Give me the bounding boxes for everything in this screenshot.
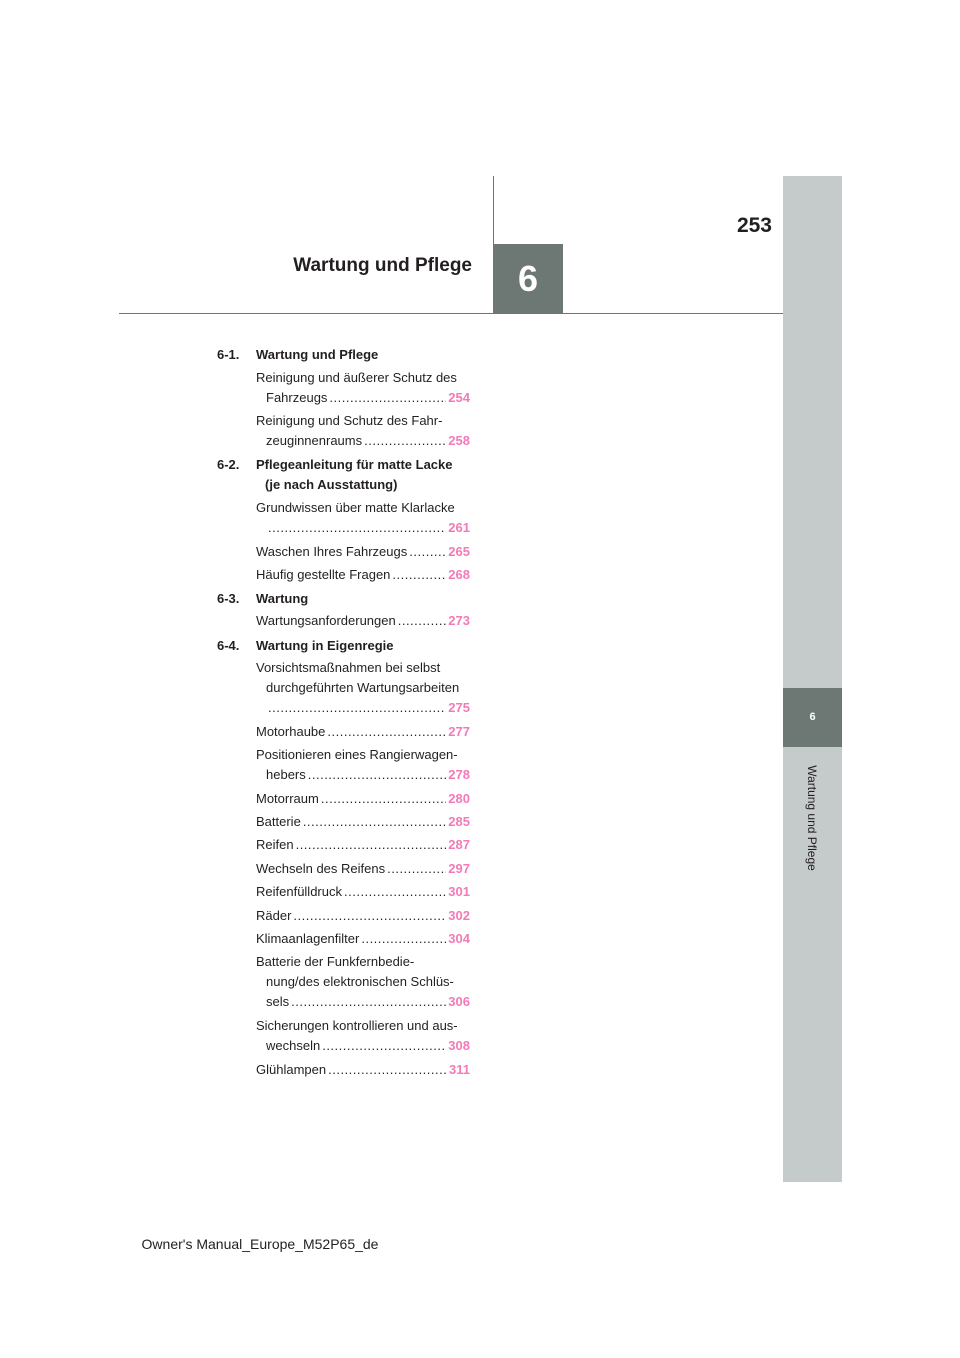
dot-leader [392, 565, 446, 585]
footer-text: Owner's Manual_Europe_M52P65_de [141, 1236, 379, 1252]
toc-entry-text: Reifenfülldruck [256, 884, 342, 899]
toc-entry-text: Glühlampen [256, 1062, 327, 1077]
side-tab-label: Wartung und Pflege [805, 765, 819, 871]
toc-entry[interactable] [256, 835, 470, 855]
toc-entry-text: Reinigung und äußerer Schutz des [256, 370, 457, 385]
section-title: Pflegeanleitung für matte Lacke [256, 457, 453, 472]
toc-entry-text: Batterie der Funkfernbedie- [256, 954, 415, 969]
side-tab-number: 6 [809, 711, 816, 723]
page-link[interactable]: 254 [448, 390, 470, 405]
page-link[interactable]: 268 [448, 567, 470, 582]
toc-entry-text: Reinigung und Schutz des Fahr- [256, 413, 443, 428]
page-link[interactable]: 280 [448, 791, 470, 806]
page-link[interactable]: 311 [449, 1062, 470, 1077]
toc-entry[interactable] [256, 611, 470, 631]
page-link[interactable]: 304 [448, 931, 470, 946]
section-title: Wartung [256, 591, 309, 606]
toc-section [217, 457, 477, 492]
section-title: Wartung und Pflege [256, 347, 379, 362]
dot-leader [291, 992, 446, 1012]
toc-entry-text: sels [266, 994, 290, 1009]
dot-leader [387, 859, 446, 879]
dot-leader [308, 765, 447, 785]
toc-entry-text: nung/des elektronischen Schlüs- [266, 974, 454, 989]
toc-entry-text: Batterie [256, 814, 301, 829]
section-number: 6-3. [217, 591, 240, 606]
toc-entry[interactable] [256, 498, 470, 538]
toc-entry[interactable] [256, 565, 470, 585]
dot-leader [398, 611, 447, 631]
toc-entry-text: Reifen [256, 837, 294, 852]
dot-leader [268, 518, 446, 538]
toc-entry-text: hebers [266, 767, 306, 782]
dot-leader [409, 542, 446, 562]
toc-entry-text: Fahrzeugs [266, 390, 328, 405]
dot-leader [361, 929, 446, 949]
page-link[interactable]: 258 [448, 433, 470, 448]
toc-section [217, 591, 477, 606]
toc-entry[interactable] [256, 882, 470, 902]
toc-entry-text: Wartungsanforderungen [256, 613, 396, 628]
toc-entry[interactable] [256, 722, 470, 742]
toc-entry-text: Klimaanlagenfilter [256, 931, 360, 946]
toc-entry[interactable] [256, 929, 470, 949]
dot-leader [329, 388, 446, 408]
toc-entry-text: Wechseln des Reifens [256, 861, 386, 876]
toc-entry[interactable] [256, 952, 470, 1012]
chapter-title: Wartung und Pflege [293, 255, 472, 276]
section-number: 6-2. [217, 457, 240, 472]
toc-entry[interactable] [256, 1016, 470, 1056]
toc-entry-text: Häufig gestellte Fragen [256, 567, 391, 582]
toc-entry-text: Motorhaube [256, 724, 326, 739]
toc-entry-text: Sicherungen kontrollieren und aus- [256, 1018, 458, 1033]
page-number: 253 [736, 214, 772, 237]
toc-entry-text: wechseln [266, 1038, 321, 1053]
dot-leader [293, 906, 446, 926]
toc-entry[interactable] [256, 812, 470, 832]
toc-entry[interactable] [256, 859, 470, 879]
dot-leader [321, 789, 446, 809]
page-link[interactable]: 278 [448, 767, 470, 782]
dot-leader [327, 722, 446, 742]
page-link[interactable]: 302 [448, 908, 470, 923]
toc-entry[interactable] [256, 745, 470, 785]
dot-leader [303, 812, 446, 832]
toc-entry[interactable] [256, 368, 470, 408]
page-link[interactable]: 275 [448, 700, 470, 715]
toc-entry-text: zeuginnenraums [266, 433, 363, 448]
toc-entry[interactable] [256, 658, 470, 718]
page-link[interactable]: 308 [448, 1038, 470, 1053]
page-link[interactable]: 297 [448, 861, 470, 876]
section-title-continued: (je nach Ausstattung) [265, 477, 398, 492]
page-link[interactable]: 285 [448, 814, 470, 829]
page-link[interactable]: 301 [448, 884, 470, 899]
toc-section [217, 347, 477, 362]
page-link[interactable]: 261 [448, 520, 470, 535]
page-link[interactable]: 306 [448, 994, 470, 1009]
dot-leader [296, 835, 447, 855]
dot-leader [364, 431, 446, 451]
dot-leader [322, 1036, 446, 1056]
page-link[interactable]: 265 [448, 544, 470, 559]
dot-leader [344, 882, 446, 902]
toc-entry-text: Räder [256, 908, 292, 923]
toc-entry-text: durchgeführten Wartungsarbeiten [266, 680, 460, 695]
page-link[interactable]: 273 [448, 613, 470, 628]
page-link[interactable]: 277 [448, 724, 470, 739]
toc-entry-text: Waschen Ihres Fahrzeugs [256, 544, 408, 559]
dot-leader [268, 698, 446, 718]
section-title: Wartung in Eigenregie [256, 638, 394, 653]
page-link[interactable]: 287 [448, 837, 470, 852]
toc-section [217, 638, 477, 653]
toc-entry-text: Vorsichtsmaßnahmen bei selbst [256, 660, 441, 675]
section-number: 6-1. [217, 347, 240, 362]
toc-entry[interactable] [256, 411, 470, 451]
toc-entry[interactable] [256, 789, 470, 809]
toc-entry[interactable] [256, 906, 470, 926]
toc-entry-text: Grundwissen über matte Klarlacke [256, 500, 455, 515]
toc-entry[interactable] [256, 542, 470, 562]
toc-entry[interactable] [256, 1060, 470, 1080]
section-number: 6-4. [217, 638, 240, 653]
toc-entry-text: Positionieren eines Rangierwagen- [256, 747, 458, 762]
toc-entry-text: Motorraum [256, 791, 319, 806]
chapter-number: 6 [517, 258, 539, 299]
dot-leader [328, 1060, 447, 1080]
